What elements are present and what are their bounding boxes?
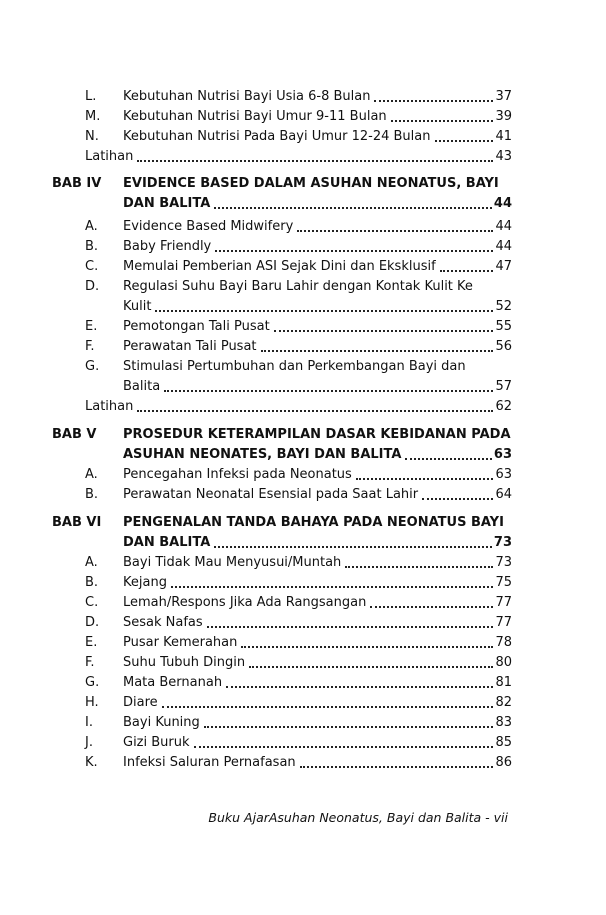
toc-chapter-heading xyxy=(52,511,512,531)
dot-leader xyxy=(171,584,494,588)
chapter-number: BAB VI xyxy=(52,515,102,530)
toc-entry xyxy=(85,711,512,731)
dot-leader xyxy=(164,388,493,392)
toc-entry xyxy=(85,751,512,771)
entry-title: DAN BALITA xyxy=(123,535,211,550)
page-number: 47 xyxy=(495,259,512,274)
dot-leader xyxy=(162,704,494,708)
dot-leader xyxy=(215,248,493,252)
entry-title: Pusar Kemerahan xyxy=(123,635,238,650)
entry-title: Perawatan Tali Pusat xyxy=(123,339,257,354)
entry-title: Regulasi Suhu Bayi Baru Lahir dengan Kontak Kulit Ke xyxy=(123,279,473,294)
toc-entry-continuation xyxy=(123,375,512,395)
entry-title: Infeksi Saluran Pernafasan xyxy=(123,755,296,770)
dot-leader xyxy=(194,744,494,748)
dot-leader xyxy=(214,544,492,548)
dot-leader xyxy=(345,564,493,568)
toc-entry xyxy=(85,611,512,631)
entry-letter: K. xyxy=(85,755,98,770)
page-number: 52 xyxy=(495,299,512,314)
page-number: 80 xyxy=(495,655,512,670)
toc-entry xyxy=(85,125,512,145)
dot-leader xyxy=(207,624,494,628)
toc-entry-continuation xyxy=(123,295,512,315)
entry-letter: B. xyxy=(85,487,99,502)
entry-title: Kebutuhan Nutrisi Pada Bayi Umur 12-24 Bulan xyxy=(123,129,431,144)
page-number: 55 xyxy=(495,319,512,334)
dot-leader xyxy=(405,456,491,460)
entry-letter: H. xyxy=(85,695,99,710)
toc-entry xyxy=(85,355,512,375)
chapter-title: EVIDENCE BASED DALAM ASUHAN NEONATUS, BAYI xyxy=(123,176,499,191)
entry-letter: L. xyxy=(85,89,97,104)
entry-letter: B. xyxy=(85,239,99,254)
chapter-number: BAB V xyxy=(52,427,97,442)
toc-entry xyxy=(85,215,512,235)
dot-leader xyxy=(261,348,494,352)
toc-entry xyxy=(85,235,512,255)
entry-letter: F. xyxy=(85,655,95,670)
entry-letter: D. xyxy=(85,279,100,294)
entry-letter: N. xyxy=(85,129,99,144)
entry-letter: A. xyxy=(85,219,98,234)
entry-title: Sesak Nafas xyxy=(123,615,203,630)
toc-entry xyxy=(85,315,512,335)
page-number: 81 xyxy=(495,675,512,690)
toc-entry xyxy=(85,551,512,571)
entry-letter: J. xyxy=(85,735,93,750)
dot-leader xyxy=(214,205,492,209)
entry-letter: G. xyxy=(85,359,100,374)
page-number: 44 xyxy=(495,239,512,254)
entry-letter: G. xyxy=(85,675,100,690)
entry-title: Gizi Buruk xyxy=(123,735,190,750)
toc-entry xyxy=(85,395,512,415)
toc-entry xyxy=(85,105,512,125)
page-number: 73 xyxy=(495,555,512,570)
entry-title: Kebutuhan Nutrisi Bayi Umur 9-11 Bulan xyxy=(123,109,387,124)
entry-title: ASUHAN NEONATES, BAYI DAN BALITA xyxy=(123,447,402,462)
entry-letter: A. xyxy=(85,467,98,482)
page-number: 43 xyxy=(495,149,512,164)
entry-title: DAN BALITA xyxy=(123,196,211,211)
toc-chapter-heading xyxy=(52,423,512,443)
entry-letter: M. xyxy=(85,109,101,124)
page-number: 57 xyxy=(495,379,512,394)
entry-title: Stimulasi Pertumbuhan dan Perkembangan Bayi dan xyxy=(123,359,466,374)
entry-title: Suhu Tubuh Dingin xyxy=(123,655,246,670)
page-number: 63 xyxy=(493,447,512,462)
entry-title: Balita xyxy=(123,379,161,394)
toc-entry xyxy=(85,483,512,503)
entry-letter: C. xyxy=(85,595,99,610)
toc-entry-continuation xyxy=(123,531,512,551)
entry-letter: F. xyxy=(85,339,95,354)
dot-leader xyxy=(249,664,493,668)
entry-title: Pemotongan Tali Pusat xyxy=(123,319,270,334)
page-number: 62 xyxy=(495,399,512,414)
dot-leader xyxy=(137,158,493,162)
entry-title: Kebutuhan Nutrisi Bayi Usia 6-8 Bulan xyxy=(123,89,371,104)
page-number: 39 xyxy=(495,109,512,124)
page-number: 78 xyxy=(495,635,512,650)
dot-leader xyxy=(370,604,493,608)
dot-leader xyxy=(374,98,493,102)
dot-leader xyxy=(391,118,494,122)
entry-title: Pencegahan Infeksi pada Neonatus xyxy=(123,467,352,482)
toc-entry-continuation xyxy=(123,192,512,212)
dot-leader xyxy=(300,764,494,768)
entry-title: Diare xyxy=(123,695,158,710)
entry-letter: C. xyxy=(85,259,99,274)
toc-entry xyxy=(85,731,512,751)
entry-letter: B. xyxy=(85,575,99,590)
toc-entry xyxy=(85,335,512,355)
toc-entry xyxy=(85,651,512,671)
page-number: 44 xyxy=(495,219,512,234)
page-number: 77 xyxy=(495,615,512,630)
entry-letter: I. xyxy=(85,715,93,730)
toc-entry xyxy=(85,571,512,591)
dot-leader xyxy=(241,644,493,648)
dot-leader xyxy=(470,370,510,372)
toc-chapter-heading xyxy=(52,172,512,192)
toc-entry xyxy=(85,463,512,483)
toc-entry-continuation xyxy=(123,443,512,463)
entry-letter: A. xyxy=(85,555,98,570)
page-number: 73 xyxy=(493,535,512,550)
dot-leader xyxy=(422,496,493,500)
dot-leader xyxy=(274,328,494,332)
dot-leader xyxy=(477,290,510,292)
entry-letter: D. xyxy=(85,615,100,630)
dot-leader xyxy=(297,228,493,232)
entry-title: Bayi Kuning xyxy=(123,715,200,730)
toc-entry xyxy=(85,671,512,691)
toc-entry xyxy=(85,255,512,275)
chapter-number: BAB IV xyxy=(52,176,102,191)
toc-entry xyxy=(85,275,512,295)
dot-leader xyxy=(226,684,493,688)
entry-title: Baby Friendly xyxy=(123,239,212,254)
entry-title: Kulit xyxy=(123,299,152,314)
entry-title: Bayi Tidak Mau Menyusui/Muntah xyxy=(123,555,342,570)
page-number: 44 xyxy=(493,196,512,211)
entry-title: Lemah/Respons Jika Ada Rangsangan xyxy=(123,595,367,610)
page-number: 64 xyxy=(495,487,512,502)
page-number: 63 xyxy=(495,467,512,482)
entry-letter: E. xyxy=(85,319,98,334)
page-number: 75 xyxy=(495,575,512,590)
entry-title: Perawatan Neonatal Esensial pada Saat Lahir xyxy=(123,487,419,502)
page-number: 56 xyxy=(495,339,512,354)
toc-entry xyxy=(85,591,512,611)
dot-leader xyxy=(155,308,493,312)
chapter-title: PROSEDUR KETERAMPILAN DASAR KEBIDANAN PADA xyxy=(123,427,511,442)
dot-leader xyxy=(440,268,494,272)
page-number: 82 xyxy=(495,695,512,710)
page-number: 83 xyxy=(495,715,512,730)
dot-leader xyxy=(204,724,494,728)
entry-letter: E. xyxy=(85,635,98,650)
entry-title: Latihan xyxy=(85,399,134,414)
toc-entry xyxy=(85,85,512,105)
entry-title: Kejang xyxy=(123,575,167,590)
page-number: 77 xyxy=(495,595,512,610)
entry-title: Latihan xyxy=(85,149,134,164)
dot-leader xyxy=(435,138,494,142)
page-number: 86 xyxy=(495,755,512,770)
entry-title: Memulai Pemberian ASI Sejak Dini dan Eksklusif xyxy=(123,259,436,274)
chapter-title: PENGENALAN TANDA BAHAYA PADA NEONATUS BAYI xyxy=(123,515,504,530)
page-number: 41 xyxy=(495,129,512,144)
dot-leader xyxy=(356,476,494,480)
toc-entry xyxy=(85,631,512,651)
dot-leader xyxy=(137,408,493,412)
entry-title: Mata Bernanah xyxy=(123,675,223,690)
page-number: 85 xyxy=(495,735,512,750)
toc-entry xyxy=(85,691,512,711)
page-number: 37 xyxy=(495,89,512,104)
page-footer: Buku AjarAsuhan Neonatus, Bayi dan Balita - vii xyxy=(208,810,508,825)
toc-entry xyxy=(85,145,512,165)
entry-title: Evidence Based Midwifery xyxy=(123,219,294,234)
